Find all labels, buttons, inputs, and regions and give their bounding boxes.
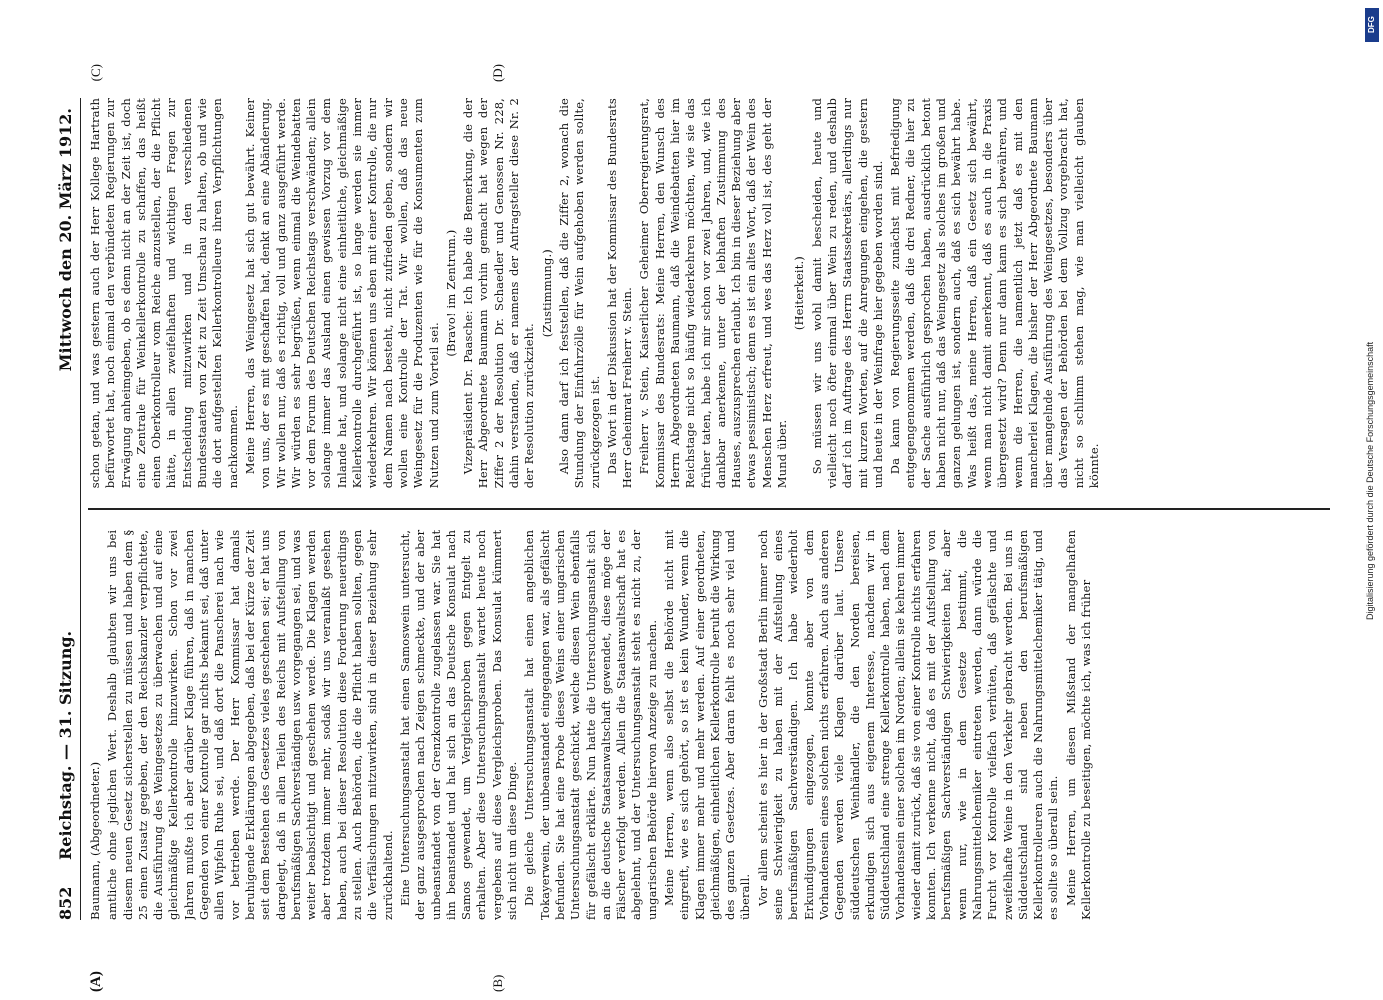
interjection: (Heiterkeit.): [792, 256, 807, 331]
paragraph: Das Wort in der Diskussion hat der Kommissar des Bundesrats Herr Geheimrat Freiherr v. Stein.: [604, 98, 635, 489]
paragraph: Meine Herren, das Weingesetz hat sich gut bewährt. Keiner von uns, der es mit geschaffen hat, denkt an eine Abänderung. Wir wollen nur, daß es richtig, voll und ganz ausgeführt werde. Wir würden es sehr begrüßen, wenn einmal die Weindebatten vor dem Forum des Deutschen Reichstags verschwänden; allein solange immer das Ausland einen gewissen Vorzug vor dem Inlande hat, und solange nicht eine einheitliche, gleichmäßige Kellerkontrolle durchgeführt ist, so lange werden sie immer wiederkehren. Wir können uns eben mit einer Kontrolle, die nur dem Namen nach besteht, nicht zufrieden geben, sondern wir wollen eine Kontrolle der Tat. Wir wollen, daß das neue Weingesetz für die Produzenten wie für die Konsumenten zum Nutzen und zum Vorteil sei.: [242, 98, 441, 489]
session-heading: Reichstag. — 31. Sitzung.: [56, 630, 75, 860]
paragraph: Eine Untersuchungsanstalt hat einen Samoswein untersucht, der ganz ausgesprochen nach Zeigen schmeckte, und der aber unbeanstandet von der Grenzkontrolle zugelassen war. Sie hat ihn beanstandet und hat sich an das Deutsche Konsulat nach Samos gewendet, um Vergleichsproben gegen Entgelt zu erhalten. Aber diese Untersuchungsanstalt wartet heute noch vergebens auf diese Vergleichsproben. Das Konsulat kümmert sich nicht um diese Dinge.: [397, 529, 520, 920]
date-heading: Mittwoch den 20. März 1912.: [56, 108, 75, 372]
paragraph: Meine Herren, um diesen Mißstand der mangelhaften Kellerkontrolle zu beseitigen, möchte ich, was ich früher: [1063, 529, 1093, 920]
paragraph: Da kann von Regierungsseite zunächst mit Befriedigung entgegengenommen werden, daß die drei Redner, die hier zu der Sache ausführlich gesprochen haben, ausdrücklich betont haben nicht nur, daß das Weingesetz als solches im großen und ganzen gelungen ist, sondern auch, daß es sich bewährt habe. Was heißt das, meine Herren, daß ein Gesetz sich bewährt, wenn man nicht damit anerkennt, daß es auch in die Praxis übergesetzt wird? Denn nur dann kann es sich bewähren, und wenn die Herren, die namentlich jetzt daß es mit den mancherlei Klagen, die bisher der Herr Abgeordnete Baumann über mangelnde Ausführung des Weingesetzes, besonders über das Versagen der Behörden bei dem Vollzug vorgebracht hat, nicht so schlimm stehen mag, wie man vielleicht glauben könnte.: [888, 98, 1101, 489]
margin-marker-c: (C): [88, 64, 103, 82]
margin-marker-d: (D): [490, 64, 505, 83]
paragraph: Die gleiche Untersuchungsanstalt hat einen angeblichen Tokayerwein, der unbeanstandet eingegangen war, als gefälscht befunden. Sie hat eine Probe dieses Weins einer ungarischen Untersuchungsanstalt geschickt, welche diesen Wein ebenfalls für gefälscht erklärte. Nun hatte die Untersuchungsanstalt sich an die deutsche Staatsanwaltschaft gewendet, diese möge der Fälscher verfolgt werden. Allein die Staatsanwaltschaft hat es abgelehnt, und der Untersuchungsanstalt steht es nicht zu, der ungarischen Behörde hiervon Anzeige zu machen.: [522, 529, 659, 920]
scanned-page: [50, 64, 1350, 992]
speaker-label: Baumann, (Abgeordneter.): [88, 761, 102, 920]
page-header: [50, 98, 81, 920]
credit-text: Digitalisierung gefördert durch die Deutsche Forschungsgemeinschaft: [1365, 341, 1375, 620]
paragraph: Vizepräsident Dr. Paasche: Ich habe die Bemerkung, die der Herr Abgeordnete Baumann vorhin gemacht hat wegen der Ziffer 2 der Resolution Dr. Schaedler und Genossen Nr. 228, dahin verstanden, daß er namens der Antragsteller diese Nr. 2 der Resolution zurückzieht.: [461, 98, 537, 489]
paragraph: Also dann darf ich feststellen, daß die Ziffer 2, wonach die Stundung der Einfuhrzölle für Wein aufgehoben werden sollte, zurückgezogen ist.: [556, 98, 602, 489]
paragraph: Freiherr v. Stein, Kaiserlicher Geheimer Oberregierungsrat, Kommissar des Bundesrats: Meine Herren, den Wunsch des Herrn Abgeordneten Baumann, daß die Weindebatten hier im Reichstage nicht so häufig wiederkehren möchten, wie sie das früher taten, habe ich mir schon vor zwei Jahren, und, wie ich dankbar anerkenne, unter der lebhaften Zustimmung des Hauses, auszusprechen erlaubt. Ich bin in dieser Beziehung aber etwas pessimistisch; denn es ist ein altes Wort, daß der Wein des Menschen Herz erfreut, und wes das Herz voll ist, des geht der Mund über.: [637, 98, 790, 489]
margin-marker-a: (A): [88, 971, 104, 992]
page-number: 852: [56, 886, 75, 920]
margin-marker-b: (B): [490, 974, 505, 992]
paragraph: schon getan, und was gestern auch der Herr Kollege Hartrath befürwortet hat, noch einmal den verbündeten Regierungen zur Erwägung anheimgeben, ob es denn nicht an der Zeit ist, doch eine Zentrale für Weinkellerkontrolle zu schaffen, das heißt einen Oberkontrolleur vom Reiche anzustellen, der die Pflicht hätte, in allen zweifelhaften und wichtigen Fragen zur Entscheidung mitzuwirken und in den verschiedenen Bundesstaaten von Zeit zu Zeit Umschau zu halten, ob und wie die dort aufgestellten Kellerkontrolleure ihren Verpflichtungen nachkommen.: [88, 98, 240, 489]
dfg-logo: DFG: [1365, 8, 1379, 42]
text-columns: [88, 98, 1330, 920]
paragraph: amtliche ohne jeglichen Wert. Deshalb glaubten wir uns bei diesem neuen Gesetz sicherstellen zu müssen und haben dem § 25 einen Zusatz gegeben, der den Reichskanzler verpflichtete, die Ausführung des Weingesetzes zu überwachen und auf eine gleichmäßige Kellerkontrolle hinzuwirken. Schon vor zwei Jahren mußte ich aber darüber Klage führen, daß in manchen Gegenden von einer Kontrolle gar nichts bekannt sei, daß unter allen Wipfeln Ruhe sei, und daß dort die Panscherei nach wie vor betrieben werde. Der Herr Kommissar hat damals beruhigende Erklärungen abgegeben, daß bei der Kürze der Zeit seit dem Bestehen des Gesetzes vieles geschehen sei; er hat uns dargelegt, daß in allen Teilen des Reichs mit Aufstellung von berufsmäßigen Sachverständigen usw. vorgegangen sei, und was weiter beabsichtigt und geschehen werde. Die Klagen werden aber trotzdem immer mehr, sodaß wir uns veranlaßt gesehen haben, auch bei dieser Resolution diese Forderung neuerdings zu stellen. Auch Behörden, die die Pflicht haben sollten, gegen die Verfälschungen mitzuwirken, sind in dieser Beziehung sehr zurückhaltend.: [105, 529, 395, 920]
paragraph: Meine Herren, wenn also selbst die Behörde nicht mit eingreift, wie es sich gehört, so ist es kein Wunder, wenn die Klagen immer mehr und mehr werden. Auf einer geordneten, gleichmäßigen, einheitlichen Kellerkontrolle beruht die Wirkung des ganzen Gesetzes. Aber daran fehlt es noch sehr viel und überall.: [661, 529, 753, 920]
paragraph: So müssen wir uns wohl damit bescheiden, heute und vielleicht noch öfter einmal über Wein zu reden, und deshalb darf ich im Auftrage des Herrn Staatssekretärs, allerdings nur mit kurzen Worten, auf die Anregungen eingehen, die gestern und heute in der Weinfrage hier gegeben worden sind.: [809, 98, 885, 489]
interjection: (Zustimmung.): [539, 249, 554, 338]
interjection: (Bravo! im Zentrum.): [443, 229, 458, 357]
paragraph: Vor allem scheint es hier in der Großstadt Berlin immer noch seine Schwierigkeit zu haben mit der Aufstellung eines berufsmäßigen Sachverständigen. Ich habe wiederholt Erkundigungen eingezogen, konnte aber von dem Vorhandensein eines solchen nichts erfahren. Auch aus anderen Gegenden werden viele Klagen darüber laut. Unsere süddeutschen Weinhändler, die den Norden bereisen, erkundigen sich aus eigenem Interesse, nachdem wir in Süddeutschland eine strenge Kellerkontrolle haben, nach dem Vorhandensein einer solchen im Norden; allein sie kehren immer wieder damit zurück, daß sie von einer Kontrolle nichts erfahren konnten. Ich verkenne nicht, daß es mit der Aufstellung von berufsmäßigen Sachverständigen Schwierigkeiten hat; aber wenn nur, wie in dem Gesetze bestimmt, die Nahrungsmittelchemiker eintreten werden, dann würde die Furcht vor Kontrolle vielfach verhüten, daß gefälschte und zweifelhafte Weine in den Verkehr gebracht werden. Bei uns in Süddeutschland sind neben den berufsmäßigen Kellerkontrolleuren auch die Nahrungsmittelchemiker tätig, und es sollte so überall sein.: [755, 529, 1061, 920]
digitization-credit: [1361, 0, 1383, 1000]
left-column: [88, 510, 1330, 920]
right-column: [88, 98, 1330, 508]
